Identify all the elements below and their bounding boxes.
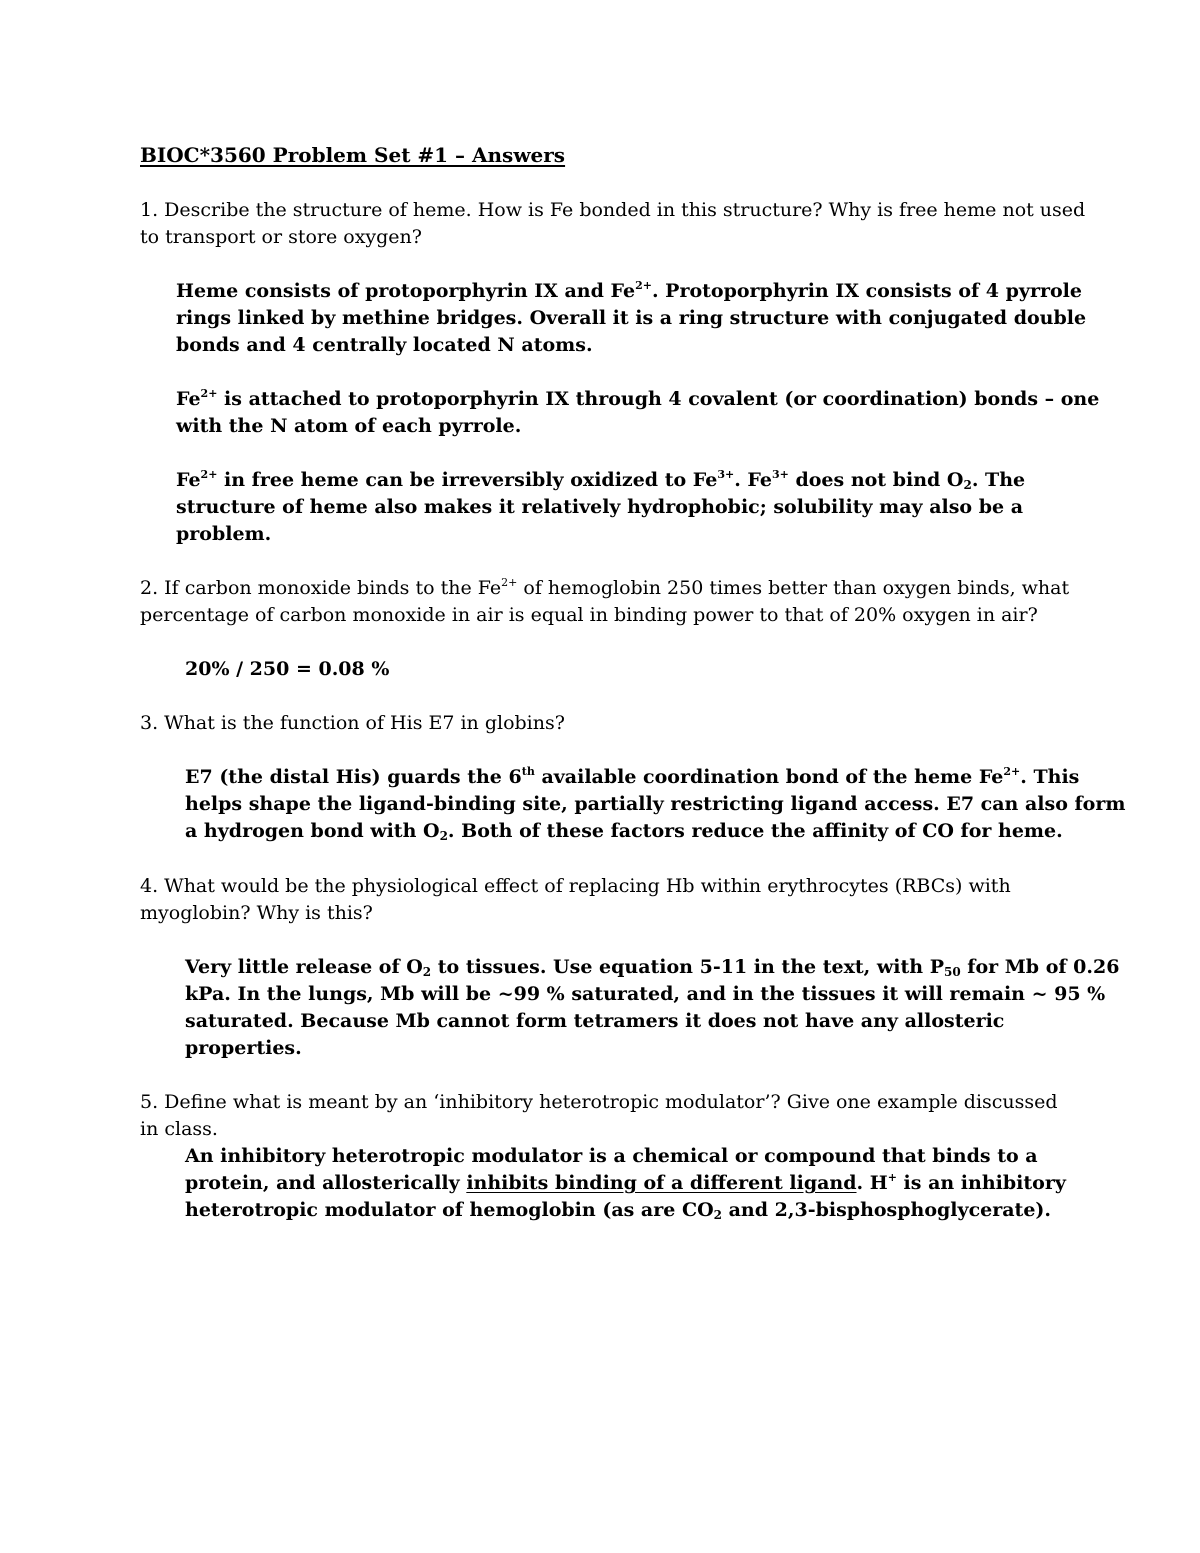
answer-5-line-2: protein, and allosterically inhibits binding of a different ligand. H+ is an inhibitory <box>185 1171 1066 1194</box>
question-5-line-2: in class. <box>140 1118 218 1140</box>
page-title: BIOC*3560 Problem Set #1 – Answers <box>140 143 566 167</box>
answer-4-line-1: Very little release of $O_2$ to tissues. Use equation 5-11 in the text, with $P_{50}$ for Mb of 0.26 <box>185 956 1120 979</box>
answer-1-p1-line-2: rings linked by methine bridges. Overall it is a ring structure with conjugated double <box>176 307 1087 329</box>
underlined-phrase: inhibits binding of a different ligand <box>466 1172 857 1194</box>
answer-1-paragraph-3 <box>176 467 1076 548</box>
answer-3-line-2: helps shape the ligand-binding site, partially restricting ligand access. E7 can also form <box>185 793 1126 815</box>
question-4 <box>140 873 1065 927</box>
question-1 <box>140 197 1086 251</box>
answer-3-line-1: E7 (the distal His) guards the 6th available coordination bond of the heme $Fe^{2+}$. This <box>185 765 1080 788</box>
question-2 <box>140 575 1070 629</box>
answer-5-line-1: An inhibitory heterotropic modulator is a chemical or compound that binds to a <box>185 1145 1038 1167</box>
question-3-line-1: 3. What is the function of His E7 in globins? <box>140 712 565 734</box>
answer-1-p3-line-1: $Fe^{2+}$ in free heme can be irreversibly oxidized to $Fe^{3+}$. $Fe^{3+}$ does not bind $O_2$. The <box>176 468 1026 492</box>
answer-2 <box>185 656 1085 683</box>
answer-2-line-1: 20% / 250 = 0.08 % <box>185 658 390 680</box>
answer-1-p2-line-2: with the N atom of each pyrrole. <box>176 415 522 437</box>
answer-4 <box>185 954 1120 1062</box>
question-5 <box>140 1089 1065 1143</box>
answer-1-paragraph-1 <box>176 278 1087 359</box>
answer-5 <box>185 1143 1085 1224</box>
answer-1-p3-line-3: problem. <box>176 523 272 545</box>
question-2-line-1: 2. If carbon monoxide binds to the $Fe^{2+}$ of hemoglobin 250 times better than oxygen binds, what <box>140 576 1070 599</box>
answer-1-p1-line-1: Heme consists of protoporphyrin IX and $Fe^{2+}$. Protoporphyrin IX consists of 4 pyrrole <box>176 279 1082 302</box>
answer-3-line-3: a hydrogen bond with $O_2$. Both of these factors reduce the affinity of CO for heme. <box>185 820 1063 843</box>
question-5-line-1: 5. Define what is meant by an ‘inhibitory heterotropic modulator’? Give one example discussed <box>140 1091 1058 1113</box>
answer-4-line-4: properties. <box>185 1037 302 1059</box>
answer-5-line-3: heterotropic modulator of hemoglobin (as are $CO_2$ and 2,3-bisphosphoglycerate). <box>185 1199 1052 1222</box>
question-4-line-2: myoglobin? Why is this? <box>140 902 373 924</box>
answer-1-p1-line-3: bonds and 4 centrally located N atoms. <box>176 334 593 356</box>
question-3 <box>140 710 1065 737</box>
answer-1-p2-line-1: $Fe^{2+}$ is attached to protoporphyrin IX through 4 covalent (or coordination) bonds – one <box>176 387 1100 410</box>
answer-1-p3-line-2: structure of heme also makes it relatively hydrophobic; solubility may also be a <box>176 496 1024 518</box>
question-1-line-1: 1. Describe the structure of heme. How is Fe bonded in this structure? Why is free heme not used <box>140 199 1086 221</box>
answer-4-line-3: saturated. Because Mb cannot form tetramers it does not have any allosteric <box>185 1010 1005 1032</box>
answer-3 <box>185 764 1126 845</box>
answer-4-line-2: kPa. In the lungs, Mb will be ~99 % saturated, and in the tissues it will remain ~ 95 % <box>185 983 1106 1005</box>
question-1-line-2: to transport or store oxygen? <box>140 226 422 248</box>
question-2-line-2: percentage of carbon monoxide in air is equal in binding power to that of 20% oxygen in air? <box>140 604 1038 626</box>
question-4-line-1: 4. What would be the physiological effect of replacing Hb within erythrocytes (RBCs) with <box>140 875 1011 897</box>
answer-1-paragraph-2 <box>176 386 1100 440</box>
